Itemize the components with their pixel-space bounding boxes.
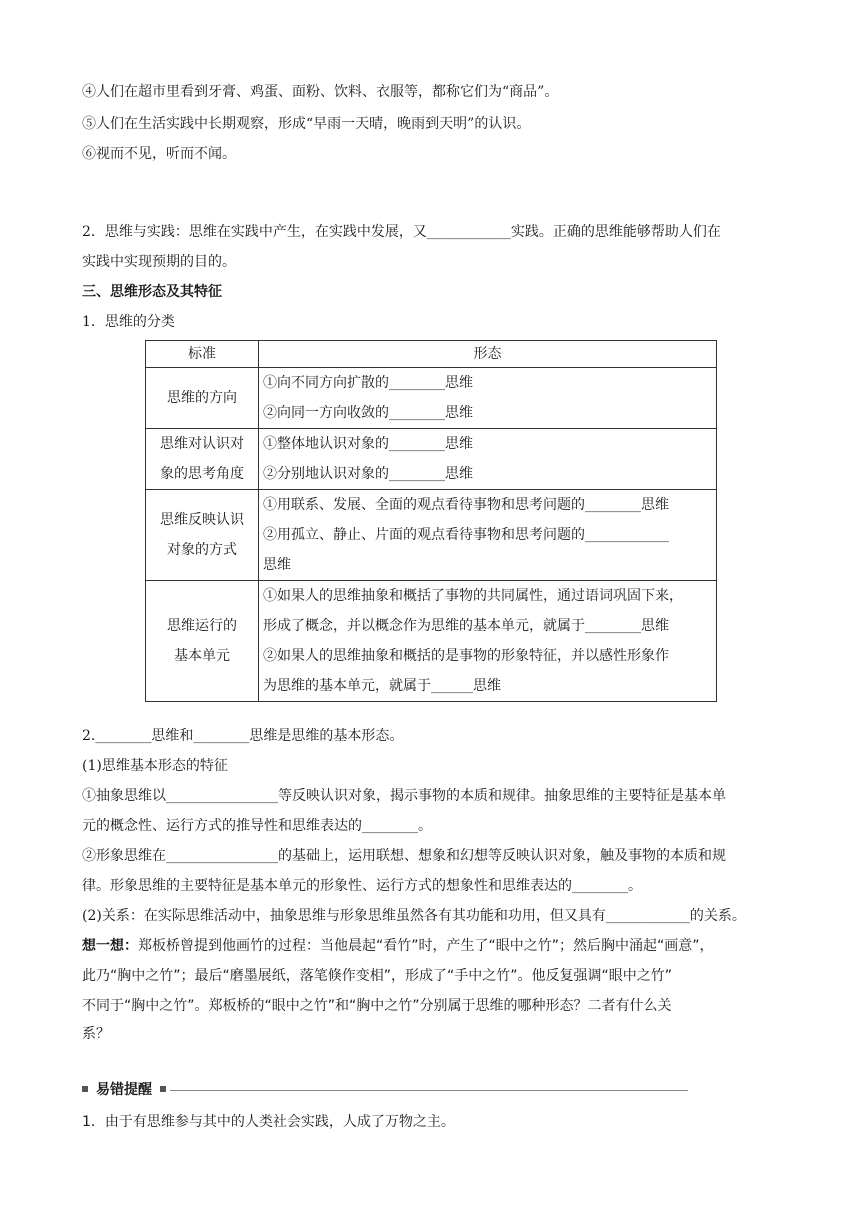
form-text: ①整体地认识对象的________思维 (263, 436, 473, 452)
item-6: ⑥视而不见，听而不闻。 (82, 146, 236, 162)
criterion-cell (146, 490, 259, 581)
item-4: ④人们在超市里看到牙膏、鸡蛋、面粉、饮料、衣服等，都称它们为“商品”。 (82, 84, 559, 100)
criterion-text: 思维运行的 (167, 618, 237, 634)
form-text: ②分别地认识对象的________思维 (263, 466, 473, 482)
point2-line2: 实践中实现预期的目的。 (82, 254, 236, 270)
form-text: ②如果人的思维抽象和概括的是事物的形象特征，并以感性形象作 (263, 648, 669, 664)
table-row (146, 490, 717, 581)
tips-title: 易错提醒 (96, 1082, 152, 1098)
divider (170, 1090, 688, 1091)
criterion-cell (146, 581, 259, 702)
relation-line: (2)关系：在实际思维活动中，抽象思维与形象思维虽然各有其功能和功用，但又具有____________的关系。 (82, 908, 746, 924)
criterion-text: 思维的方向 (167, 390, 237, 406)
point2-line1: 2．思维与实践：思维在实践中产生，在实践中发展，又____________实践。正确的思维能够帮助人们在 (82, 224, 721, 240)
abstract-line1: ①抽象思维以________________等反映认识对象，揭示事物的本质和规律。抽象思维的主要特征是基本单 (82, 788, 726, 804)
image-line2: 律。形象思维的主要特征是基本单元的形象性、运行方式的想象性和思维表达的________。 (82, 878, 642, 894)
form-text: ①向不同方向扩散的________思维 (263, 375, 473, 391)
tip-item1: 1．由于有思维参与其中的人类社会实践，人成了万物之主。 (82, 1114, 455, 1130)
abstract-line2: 元的概念性、运行方式的推导性和思维表达的________。 (82, 818, 432, 834)
form-text: ①如果人的思维抽象和概括了事物的共同属性，通过语词巩固下来， (263, 588, 683, 604)
think-label: 想一想： (82, 938, 138, 954)
form-text: 形成了概念，并以概念作为思维的基本单元，就属于________思维 (263, 618, 669, 634)
criterion-text: 思维对认识对 (160, 436, 244, 452)
classification-table (145, 340, 717, 702)
forms-cell (259, 490, 717, 581)
table-row (146, 581, 717, 702)
criterion-cell (146, 368, 259, 429)
form-text: ②向同一方向收敛的________思维 (263, 405, 473, 421)
section3-heading: 三、思维形态及其特征 (82, 284, 222, 300)
tips-header (82, 1080, 688, 1100)
criterion-cell (146, 429, 259, 490)
forms-cell (259, 368, 717, 429)
criterion-text: 象的思考角度 (160, 466, 244, 482)
think-line2: 此乃“胸中之竹”；最后“磨墨展纸，落笔倏作变相”，形成了“手中之竹”。他反复强调“眼中之竹” (82, 968, 673, 984)
think-line1 (82, 936, 714, 956)
square-bullet-icon (160, 1086, 166, 1092)
think-line3: 不同于“胸中之竹”。郑板桥的“眼中之竹”和“胸中之竹”分别属于思维的哪种形态？二者有什么关 (82, 998, 672, 1014)
forms-cell (259, 429, 717, 490)
form-text: 为思维的基本单元，就属于______思维 (263, 678, 501, 694)
forms-cell (259, 581, 717, 702)
form-text: ①用联系、发展、全面的观点看待事物和思考问题的________思维 (263, 497, 669, 513)
criterion-text: 思维反映认识 (160, 512, 244, 528)
table-row (146, 429, 717, 490)
item-5: ⑤人们在生活实践中长期观察，形成“早雨一天晴，晚雨到天明”的认识。 (82, 116, 531, 132)
table-header-row (146, 341, 717, 368)
header-forms: 形态 (259, 341, 717, 368)
square-bullet-icon (82, 1086, 88, 1092)
header-criterion: 标准 (146, 341, 259, 368)
basic-forms-title: 2.________思维和________思维是思维的基本形态。 (82, 728, 404, 744)
form-text: ②用孤立、静止、片面的观点看待事物和思考问题的____________ (263, 527, 669, 543)
table-row (146, 368, 717, 429)
features-heading: (1)思维基本形态的特征 (82, 758, 228, 774)
criterion-text: 基本单元 (174, 648, 230, 664)
think-text: 郑板桥曾提到他画竹的过程：当他晨起“看竹”时，产生了“眼中之竹”；然后胸中涌起“画意”， (138, 938, 714, 954)
image-line1: ②形象思维在________________的基础上，运用联想、想象和幻想等反映认识对象，触及事物的本质和规 (82, 848, 726, 864)
criterion-text: 对象的方式 (167, 542, 237, 558)
classify-heading: 1．思维的分类 (82, 314, 175, 330)
form-text: 思维 (263, 557, 291, 573)
think-line4: 系？ (82, 1026, 110, 1042)
